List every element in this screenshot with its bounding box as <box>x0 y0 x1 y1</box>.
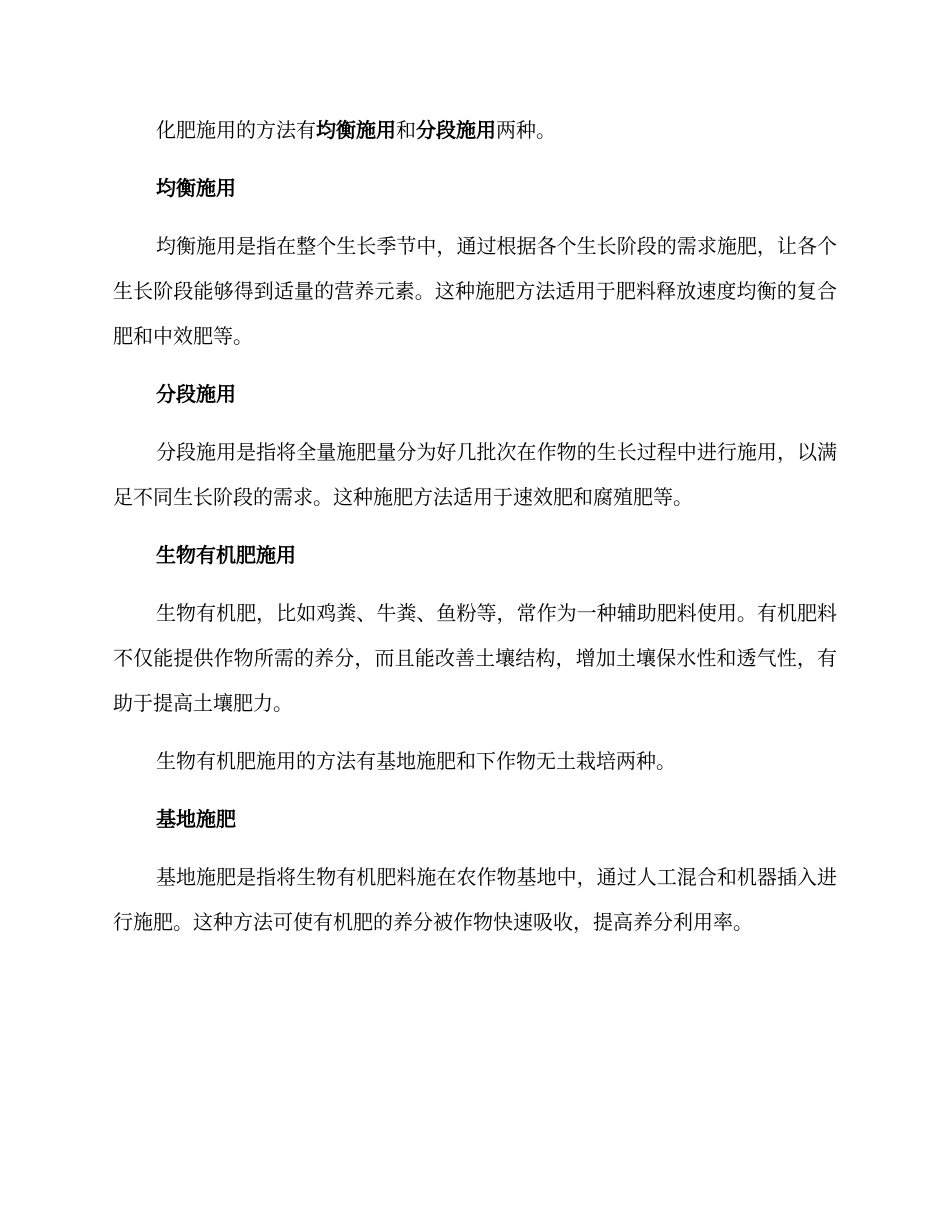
document-body <box>113 108 837 958</box>
heading-organic: 生物有机肥施用 <box>156 543 296 567</box>
paragraph-organic-methods: 生物有机肥施用的方法有基地施肥和下作物无土栽培两种。 <box>156 749 676 773</box>
intro-text-3: 两种。 <box>496 118 556 142</box>
paragraph-balanced: 均衡施用是指在整个生长季节中，通过根据各个生长阶段的需求施肥，让各个生长阶段能够得到适量的营养元素。这种施肥方法适用于肥料释放速度均衡的复合肥和中效肥等。 <box>113 234 837 348</box>
heading-staged: 分段施用 <box>156 382 236 406</box>
heading-balanced: 均衡施用 <box>156 176 236 200</box>
intro-paragraph <box>113 108 837 153</box>
intro-text-2: 和 <box>396 118 416 142</box>
intro-text-1: 化肥施用的方法有 <box>156 118 316 142</box>
intro-bold-balanced: 均衡施用 <box>316 118 396 142</box>
paragraph-organic: 生物有机肥，比如鸡粪、牛粪、鱼粉等，常作为一种辅助肥料使用。有机肥料不仅能提供作物所需的养分，而且能改善土壤结构，增加土壤保水性和透气性，有助于提高土壤肥力。 <box>113 601 837 715</box>
intro-bold-staged: 分段施用 <box>416 118 496 142</box>
paragraph-base: 基地施肥是指将生物有机肥料施在农作物基地中，通过人工混合和机器插入进行施肥。这种方法可使有机肥的养分被作物快速吸收，提高养分利用率。 <box>113 865 837 934</box>
paragraph-staged: 分段施用是指将全量施肥量分为好几批次在作物的生长过程中进行施用，以满足不同生长阶段的需求。这种施肥方法适用于速效肥和腐殖肥等。 <box>113 440 837 509</box>
heading-base: 基地施肥 <box>156 807 236 831</box>
